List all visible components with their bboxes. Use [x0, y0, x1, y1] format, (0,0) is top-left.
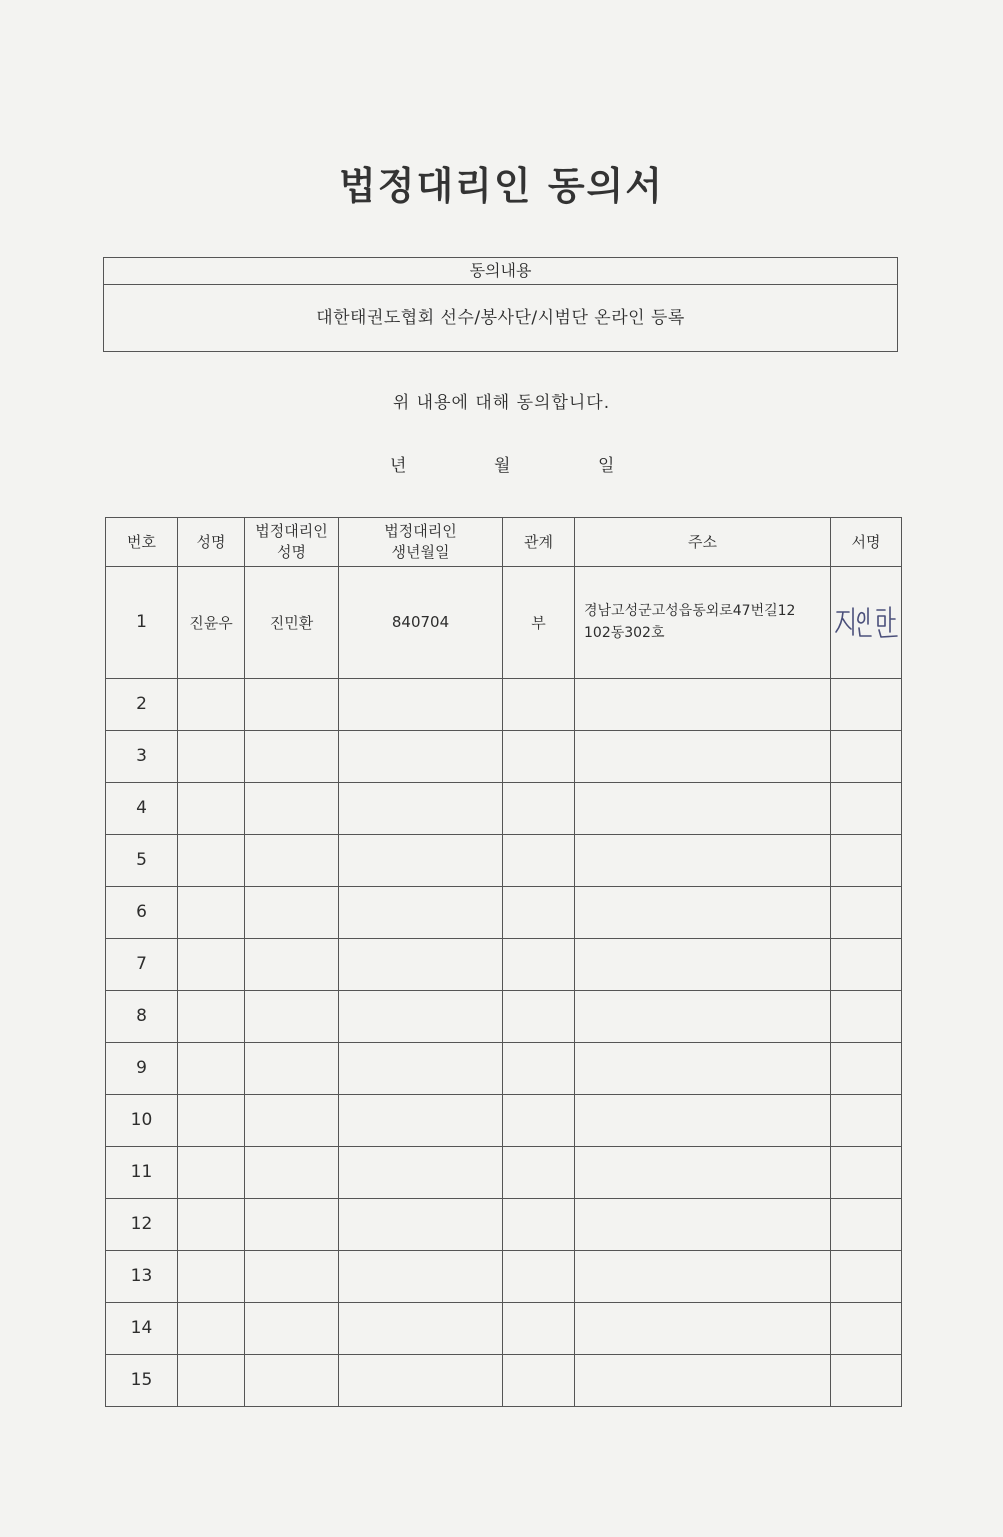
row-number: 12 — [106, 1198, 178, 1250]
row-address — [575, 567, 831, 679]
row-signature — [831, 730, 902, 782]
row-guardian-birth — [339, 1094, 503, 1146]
row-signature — [831, 1302, 902, 1354]
row-address — [575, 730, 831, 782]
header-guardian-birth-line1: 법정대리인 — [384, 522, 457, 540]
row-signature — [831, 1354, 902, 1406]
row-guardian-birth: 840704 — [339, 567, 503, 679]
row-guardian-birth — [339, 782, 503, 834]
header-relation: 관계 — [503, 518, 575, 567]
row-relation — [503, 1146, 575, 1198]
row-number: 6 — [106, 886, 178, 938]
row-signature — [831, 834, 902, 886]
row-signature — [831, 1146, 902, 1198]
row-number: 4 — [106, 782, 178, 834]
table-row — [106, 1302, 902, 1354]
row-relation — [503, 886, 575, 938]
row-signature — [831, 567, 902, 679]
header-guardian-name-line2: 성명 — [277, 543, 306, 561]
row-signature — [831, 886, 902, 938]
row-signature — [831, 1198, 902, 1250]
row-signature — [831, 1042, 902, 1094]
row-number: 1 — [106, 567, 178, 679]
row-number: 9 — [106, 1042, 178, 1094]
row-guardian-name — [245, 1250, 339, 1302]
row-name — [178, 990, 245, 1042]
row-number: 5 — [106, 834, 178, 886]
row-guardian-name — [245, 1146, 339, 1198]
row-guardian-birth — [339, 834, 503, 886]
row-address — [575, 990, 831, 1042]
table-row — [106, 1146, 902, 1198]
row-guardian-birth — [339, 1250, 503, 1302]
handwritten-signature — [833, 602, 899, 642]
table-row — [106, 1250, 902, 1302]
row-name — [178, 1094, 245, 1146]
row-guardian-name — [245, 1302, 339, 1354]
row-guardian-name — [245, 678, 339, 730]
consent-content: 대한태권도협회 선수/봉사단/시범단 온라인 등록 — [316, 308, 685, 328]
row-number: 10 — [106, 1094, 178, 1146]
guardian-consent-table — [105, 517, 902, 1407]
header-guardian-name — [245, 518, 339, 567]
table-header-row — [106, 518, 902, 567]
header-guardian-name-line1: 법정대리인 — [255, 522, 328, 540]
date-month-label: 월 — [494, 456, 511, 476]
row-number: 7 — [106, 938, 178, 990]
table-row — [106, 782, 902, 834]
consent-box — [103, 257, 898, 352]
header-address: 주소 — [575, 518, 831, 567]
row-relation — [503, 1250, 575, 1302]
row-name — [178, 1302, 245, 1354]
row-name: 진윤우 — [178, 567, 245, 679]
row-address — [575, 886, 831, 938]
table-row — [106, 730, 902, 782]
row-name — [178, 1146, 245, 1198]
row-guardian-name — [245, 782, 339, 834]
row-relation — [503, 1042, 575, 1094]
row-signature — [831, 678, 902, 730]
date-day-label: 일 — [598, 456, 615, 476]
row-number: 11 — [106, 1146, 178, 1198]
row-address — [575, 1198, 831, 1250]
row-guardian-name — [245, 938, 339, 990]
row-number: 14 — [106, 1302, 178, 1354]
row-guardian-name — [245, 990, 339, 1042]
row-guardian-name — [245, 834, 339, 886]
row-relation — [503, 834, 575, 886]
row-guardian-birth — [339, 990, 503, 1042]
row-guardian-name — [245, 1042, 339, 1094]
row-name — [178, 1198, 245, 1250]
row-signature — [831, 1250, 902, 1302]
table-row — [106, 1094, 902, 1146]
row-number: 8 — [106, 990, 178, 1042]
row-name — [178, 834, 245, 886]
row-guardian-name — [245, 886, 339, 938]
row-signature — [831, 938, 902, 990]
agreement-statement: 위 내용에 대해 동의합니다. — [392, 393, 611, 413]
date-year-label: 년 — [390, 456, 407, 476]
row-name — [178, 678, 245, 730]
table-row — [106, 886, 902, 938]
header-name: 성명 — [178, 518, 245, 567]
row-guardian-name — [245, 730, 339, 782]
row-relation — [503, 1354, 575, 1406]
header-number: 번호 — [106, 518, 178, 567]
row-name — [178, 1042, 245, 1094]
row-relation — [503, 782, 575, 834]
row-guardian-birth — [339, 730, 503, 782]
row-address — [575, 782, 831, 834]
row-guardian-birth — [339, 938, 503, 990]
table-row — [106, 834, 902, 886]
row-guardian-birth — [339, 886, 503, 938]
row-relation — [503, 730, 575, 782]
header-signature: 서명 — [831, 518, 902, 567]
row-guardian-name: 진민환 — [245, 567, 339, 679]
row-number: 3 — [106, 730, 178, 782]
row-address — [575, 1302, 831, 1354]
table-row — [106, 1042, 902, 1094]
table-row — [106, 990, 902, 1042]
row-address-line2: 102동302호 — [584, 625, 665, 642]
table-row — [106, 938, 902, 990]
header-guardian-birth — [339, 518, 503, 567]
row-relation — [503, 678, 575, 730]
row-address — [575, 1042, 831, 1094]
row-number: 15 — [106, 1354, 178, 1406]
row-guardian-birth — [339, 678, 503, 730]
row-guardian-birth — [339, 1302, 503, 1354]
row-relation — [503, 990, 575, 1042]
row-signature — [831, 1094, 902, 1146]
consent-header: 동의내용 — [104, 258, 897, 285]
row-signature — [831, 990, 902, 1042]
row-relation — [503, 938, 575, 990]
row-guardian-birth — [339, 1354, 503, 1406]
table-row — [106, 1354, 902, 1406]
row-address — [575, 1146, 831, 1198]
row-guardian-birth — [339, 1146, 503, 1198]
row-relation: 부 — [503, 567, 575, 679]
row-number: 2 — [106, 678, 178, 730]
document-title: 법정대리인 동의서 — [339, 164, 664, 208]
row-address — [575, 1354, 831, 1406]
row-name — [178, 782, 245, 834]
row-address — [575, 938, 831, 990]
row-address — [575, 678, 831, 730]
table-row — [106, 567, 902, 679]
row-name — [178, 730, 245, 782]
row-address — [575, 1250, 831, 1302]
row-relation — [503, 1198, 575, 1250]
row-name — [178, 886, 245, 938]
table-row — [106, 1198, 902, 1250]
row-name — [178, 1354, 245, 1406]
header-guardian-birth-line2: 생년월일 — [391, 543, 450, 561]
row-address — [575, 834, 831, 886]
table-row — [106, 678, 902, 730]
row-guardian-name — [245, 1198, 339, 1250]
row-relation — [503, 1094, 575, 1146]
row-name — [178, 938, 245, 990]
row-guardian-birth — [339, 1198, 503, 1250]
row-signature — [831, 782, 902, 834]
row-number: 13 — [106, 1250, 178, 1302]
row-name — [178, 1250, 245, 1302]
row-guardian-name — [245, 1354, 339, 1406]
row-guardian-birth — [339, 1042, 503, 1094]
row-guardian-name — [245, 1094, 339, 1146]
row-relation — [503, 1302, 575, 1354]
row-address-line1: 경남고성군고성읍동외로47번길12 — [584, 603, 796, 620]
row-address — [575, 1094, 831, 1146]
